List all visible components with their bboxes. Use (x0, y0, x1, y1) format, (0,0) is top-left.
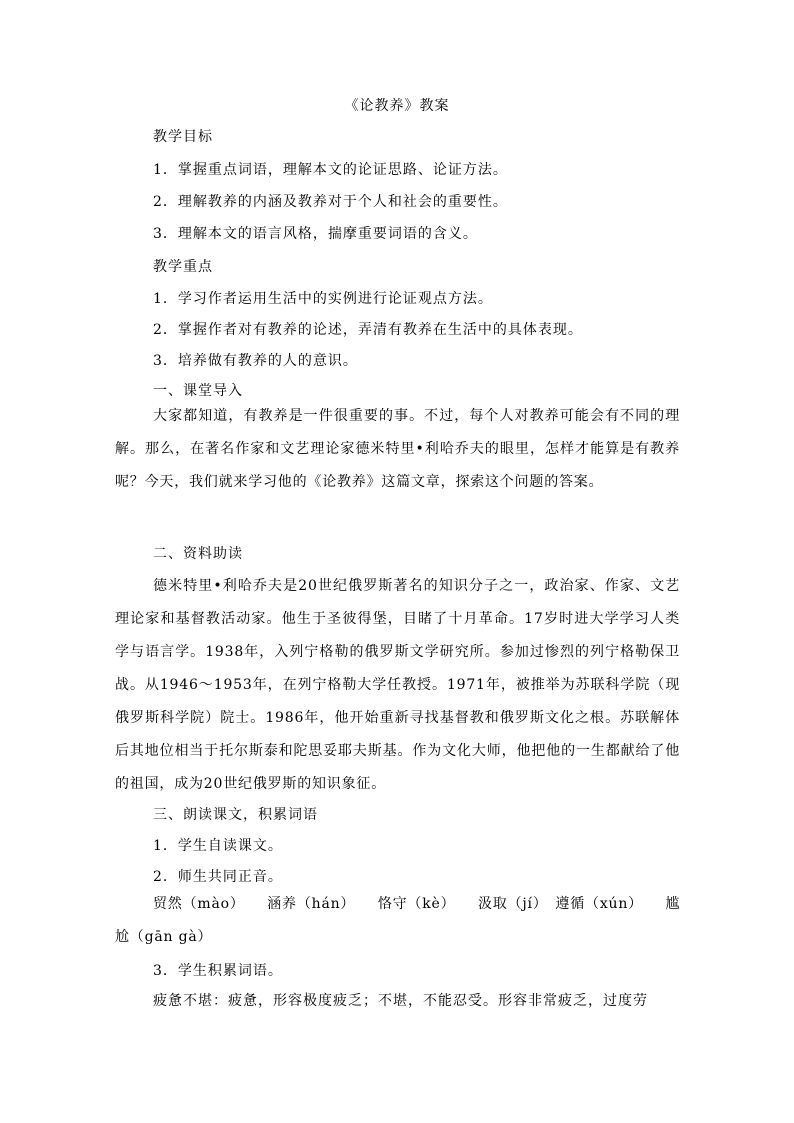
goal-item: 2．理解教养的内涵及教养对于个人和社会的重要性。 (153, 194, 508, 210)
key-heading: 教学重点 (153, 259, 213, 275)
key-point-item: 1．学习作者运用生活中的实例进行论证观点方法。 (153, 291, 493, 307)
section-heading-materials: 二、资料助读 (153, 546, 243, 562)
reading-step: 1．学生自读课文。 (153, 838, 283, 854)
key-point-item: 3．培养做有教养的人的意识。 (153, 353, 358, 369)
goal-item: 3．理解本文的语言风格，揣摩重要词语的含义。 (153, 226, 478, 242)
goals-heading: 教学目标 (153, 129, 213, 145)
reading-step: 2．师生共同正音。 (153, 869, 283, 885)
goal-item: 1．掌握重点词语，理解本文的论证思路、论证方法。 (153, 162, 508, 178)
vocabulary-definition: 疲惫不堪：疲惫，形容极度疲乏；不堪，不能忍受。形容非常疲乏，过度劳 (153, 993, 648, 1009)
pinyin-vocabulary: 贸然（mào） 涵养（hán） 恪守（kè） 汲取（jí） 遵循（xún） 尴尬（gān gà） (115, 896, 681, 945)
materials-paragraph: 德米特里•利哈乔夫是20世纪俄罗斯著名的知识分子之一，政治家、作家、文艺理论家和基督教活动家。他生于圣彼得堡，目睹了十月革命。17岁时进大学学习人类学与语言学。1938年，入列宁格勒的俄罗斯文学研究所。参加过惨烈的列宁格勒保卫战。从1946～1953年，在列宁格勒大学任教授。1971年，被推举为苏联科学院（现俄罗斯科学院）院士。1986年，他开始重新寻找基督教和俄罗斯文化之根。苏联解体后其地位相当于托尔斯泰和陀思妥耶夫斯基。作为文化大师，他把他的一生都献给了他的祖国，成为20世纪俄罗斯的知识象征。 (115, 578, 680, 792)
section-heading-reading: 三、朗读课文，积累词语 (153, 807, 318, 823)
intro-paragraph: 大家都知道，有教养是一件很重要的事。不过，每个人对教养可能会有不同的理解。那么，在著名作家和文艺理论家德米特里•利哈乔夫的眼里，怎样才能算是有教养呢？今天，我们就来学习他的《论教养》这篇文章，探索这个问题的答案。 (115, 408, 680, 490)
document-title: 《论教养》教案 (344, 98, 450, 114)
key-point-item: 2．掌握作者对有教养的论述，弄清有教养在生活中的具体表现。 (153, 322, 583, 338)
section-heading-intro: 一、课堂导入 (153, 383, 243, 399)
reading-step: 3．学生积累词语。 (153, 963, 283, 979)
